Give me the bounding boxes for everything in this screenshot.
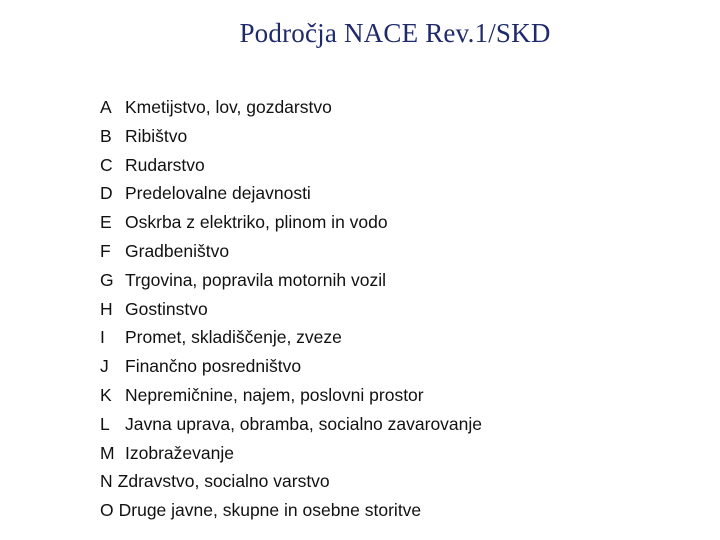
section-label: Javna uprava, obramba, socialno zavarovanje <box>125 413 483 434</box>
list-item <box>100 179 482 208</box>
section-label: Finančno posredništvo <box>125 356 302 377</box>
section-label: Predelovalne dejavnosti <box>125 183 311 204</box>
list-item <box>100 439 482 468</box>
list-item <box>100 151 482 180</box>
section-label: Nepremičnine, najem, poslovni prostor <box>125 384 424 405</box>
section-code: I <box>100 327 105 348</box>
list-item <box>100 266 482 295</box>
list-item <box>100 237 482 266</box>
nace-sections-list <box>100 93 482 525</box>
list-item <box>100 93 482 122</box>
section-code: J <box>100 356 109 377</box>
section-label: Kmetijstvo, lov, gozdarstvo <box>125 97 332 117</box>
section-code: F <box>100 240 111 261</box>
section-code: D <box>100 183 113 204</box>
list-item <box>100 352 482 381</box>
section-code: N <box>100 471 113 492</box>
section-label: Druge javne, skupne in osebne storitve <box>118 500 422 521</box>
section-label: Oskrba z elektriko, plinom in vodo <box>125 212 388 233</box>
section-code: O <box>100 500 114 521</box>
section-code: G <box>100 269 114 290</box>
section-code: A <box>100 97 112 117</box>
list-item <box>100 295 482 324</box>
list-item <box>100 410 482 439</box>
section-label: Gostinstvo <box>125 298 208 319</box>
section-code: L <box>100 413 110 434</box>
list-item <box>100 496 482 525</box>
section-label: Gradbeništvo <box>125 240 230 261</box>
list-item <box>100 323 482 352</box>
list-item <box>100 467 482 496</box>
section-code: M <box>100 442 115 463</box>
page-title: Področja NACE Rev.1/SKD <box>239 18 551 48</box>
list-item <box>100 208 482 237</box>
section-code: E <box>100 212 112 233</box>
list-item <box>100 122 482 151</box>
section-label: Trgovina, popravila motornih vozil <box>125 269 386 290</box>
section-label: Izobraževanje <box>125 442 234 463</box>
section-label: Rudarstvo <box>125 154 205 175</box>
section-code: B <box>100 125 112 146</box>
section-label: Promet, skladiščenje, zveze <box>125 327 342 348</box>
section-code: K <box>100 384 112 405</box>
list-item <box>100 381 482 410</box>
section-label: Ribištvo <box>125 125 188 146</box>
section-code: C <box>100 154 113 175</box>
section-label: Zdravstvo, socialno varstvo <box>117 471 330 492</box>
section-code: H <box>100 298 113 319</box>
